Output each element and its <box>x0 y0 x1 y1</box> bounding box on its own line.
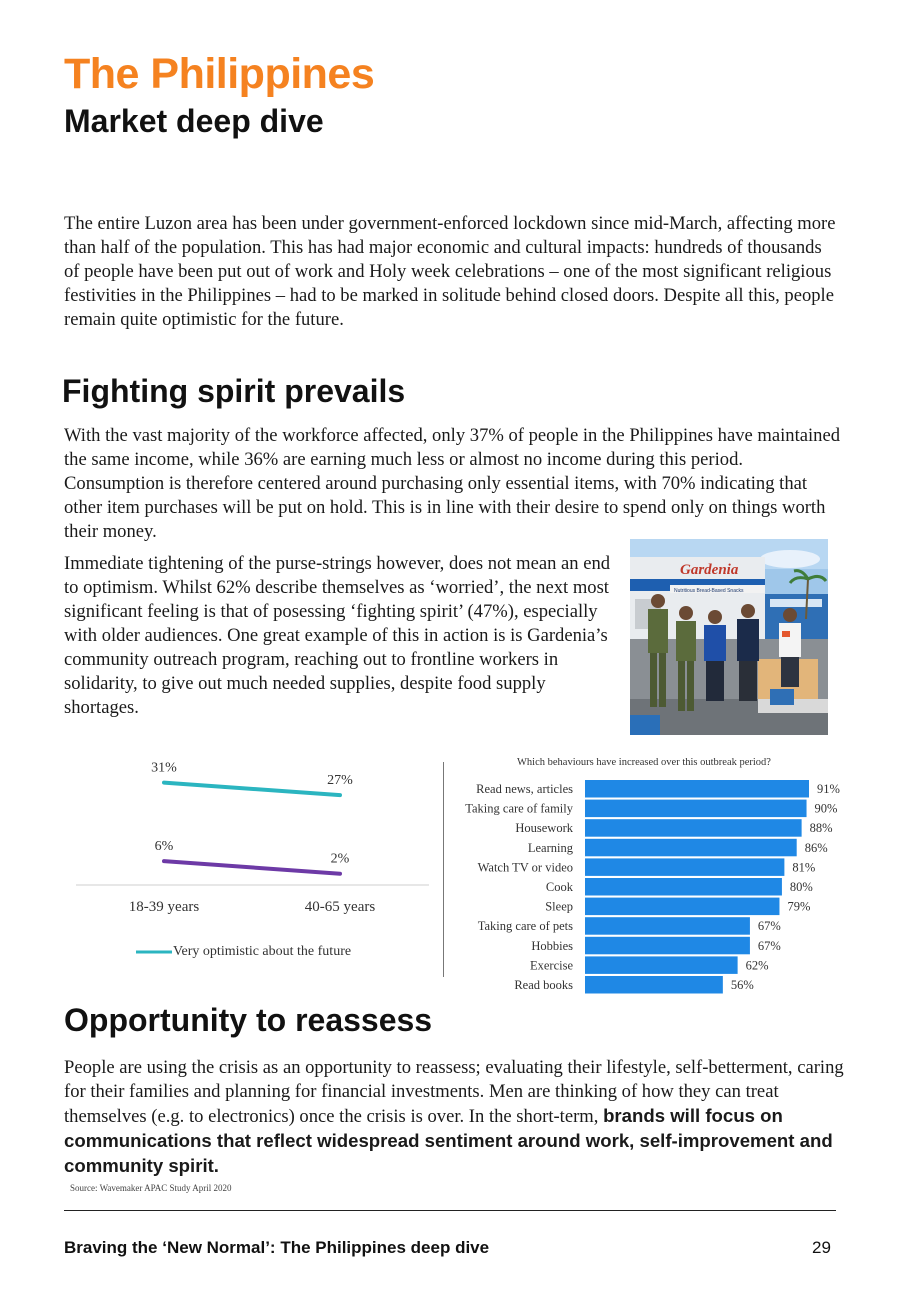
intro-paragraph: The entire Luzon area has been under government-enforced lockdown since mid-March, affecting more than half of the population. This has had major economic and cultural impacts: hundreds of thousands of people have been put out of work and Holy week celebrations – one of the most significant religious festivities in the Philippines – had to be marked in solitude behind closed doors. Despite all this, people remain quite optimistic for the future. <box>64 213 836 330</box>
data-label: 6% <box>154 839 174 855</box>
data-label: 31% <box>151 760 177 776</box>
opportunity-text: People are using the crisis as an opportunity to reassess; evaluating their lifestyle, self-betterment, caring for their families and planning for financial investments. Men are thinking of how they can treat themselves (e.g. to electronics) once the crisis is over. In the short-term, <box>64 1057 844 1127</box>
opportunity-paragraph <box>64 1056 844 1179</box>
legend-label: Very optimistic about the future <box>173 944 352 959</box>
bar <box>585 956 738 974</box>
line-chart-optimism <box>76 755 436 975</box>
bar <box>585 858 784 876</box>
bar <box>585 898 779 916</box>
fighting-spirit-paragraph-2: Immediate tightening of the purse-strings however, does not mean an end to optimism. Whilst 62% describe themselves as ‘worried’, the next most significant feeling is that of posessing ‘fighting spirit’ (47%), especially with older audiences. One great example of this in action is is Gardenia’s community outreach program, reaching out to frontline workers in solidarity, to give out much needed supplies, despite food supply shortages. <box>64 553 611 718</box>
bar-value-label: 91% <box>817 782 840 796</box>
bar <box>585 878 782 896</box>
bar-category-label: Sleep <box>545 899 573 914</box>
bar <box>585 800 807 818</box>
bar-value-label: 62% <box>745 958 769 973</box>
bar-chart-behaviours <box>444 752 844 1002</box>
bar <box>585 937 750 955</box>
bar-value-label: 67% <box>757 938 781 953</box>
bar-value-label: 86% <box>804 840 828 855</box>
data-label: 2% <box>330 851 350 867</box>
bar-value-label: 80% <box>789 880 813 894</box>
bar-value-label: 90% <box>814 801 838 816</box>
data-label: 27% <box>327 773 353 789</box>
bar <box>585 917 750 935</box>
bar <box>585 976 723 994</box>
fighting-spirit-paragraph-1: With the vast majority of the workforce affected, only 37% of people in the Philippines have maintained the same income, while 36% are earning much less or almost no income during this period. Consumption is therefore centered around purchasing only essential items, with 70% indicating that other item purchases will be put on hold. This is in line with their desire to spend only on things worth their money. <box>64 425 841 542</box>
bar <box>585 839 797 857</box>
bar-category-label: Housework <box>515 821 573 836</box>
bar-value-label: 81% <box>792 860 816 875</box>
bar-category-label: Exercise <box>529 958 573 973</box>
bar <box>585 780 809 798</box>
bar-category-label: Read news, articles <box>476 782 573 796</box>
gardenia-sign: Gardenia <box>680 562 739 578</box>
bar-chart-svg <box>444 752 844 997</box>
page-subtitle: Market deep dive <box>64 103 324 139</box>
series-line-second <box>164 861 340 874</box>
bar-category-label: Watch TV or video <box>477 860 573 875</box>
bar-category-label: Taking care of family <box>465 801 573 816</box>
bar-value-label: 88% <box>809 821 833 836</box>
bar-value-label: 56% <box>730 978 754 992</box>
bar-value-label: 67% <box>757 919 781 934</box>
gardenia-outreach-photo <box>630 539 828 735</box>
series-line-optimistic <box>164 783 340 796</box>
bar-category-label: Hobbies <box>531 938 573 953</box>
bar <box>585 819 802 837</box>
page-title: The Philippines <box>64 50 375 98</box>
section-heading-opportunity: Opportunity to reassess <box>64 1002 433 1038</box>
gardenia-banner: Nutritious Bread-Based Snacks <box>674 588 744 594</box>
page-number: 29 <box>812 1238 831 1257</box>
x-tick-label: 40-65 years <box>304 899 376 915</box>
bar-chart-title: Which behaviours have increased over this outbreak period? <box>517 757 771 768</box>
bar-category-label: Cook <box>545 880 573 894</box>
footer-divider <box>64 1210 836 1211</box>
section-heading-fighting-spirit: Fighting spirit prevails <box>62 373 406 409</box>
source-note: Source: Wavemaker APAC Study April 2020 <box>70 1183 232 1193</box>
line-chart-svg <box>76 755 436 970</box>
opportunity-emphasis: brands will focus on communications that reflect widespread sentiment around work, self-improvement and community spirit. <box>64 1105 833 1176</box>
bar-value-label: 79% <box>787 899 811 914</box>
photo-illustration <box>630 539 828 735</box>
bar-category-label: Taking care of pets <box>477 919 573 934</box>
x-tick-label: 18-39 years <box>128 899 200 915</box>
bar-category-label: Learning <box>527 840 573 855</box>
bar-category-label: Read books <box>514 978 573 992</box>
footer-title: Braving the ‘New Normal’: The Philippines deep dive <box>64 1238 490 1257</box>
